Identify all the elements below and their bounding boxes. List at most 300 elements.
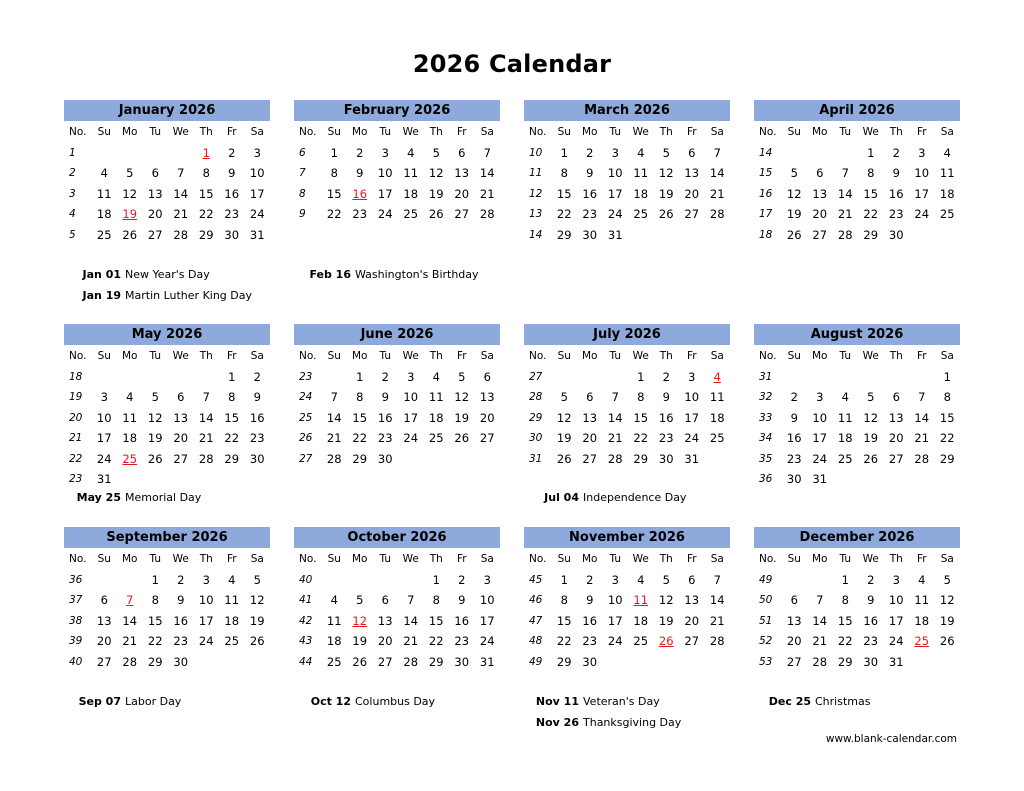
day-cell: 27 [684, 634, 700, 649]
week-number-header: No. [759, 553, 777, 566]
week-row [754, 652, 960, 673]
day-cell: 13 [812, 186, 828, 201]
week-row [294, 163, 500, 184]
day-cell: 9 [253, 390, 261, 405]
day-cell: 19 [658, 186, 674, 201]
day-cell: 24 [198, 634, 214, 649]
day-cell: 31 [812, 472, 828, 487]
weekday-label: Fr [916, 553, 927, 566]
day-cell: 20 [786, 634, 802, 649]
weekday-label: We [402, 126, 419, 139]
weekday-label: Fr [456, 126, 467, 139]
day-cell: 24 [607, 634, 623, 649]
weekday-label: Su [97, 350, 111, 363]
week-row [524, 652, 730, 673]
day-cell: 26 [786, 227, 802, 242]
day-cell: 17 [607, 613, 623, 628]
day-cell: 20 [173, 431, 189, 446]
week-number: 3 [69, 187, 76, 200]
week-number-header: No. [759, 350, 777, 363]
day-cell: 5 [867, 390, 875, 405]
holiday-day-cell: 19 [122, 207, 138, 222]
day-cell: 4 [432, 369, 440, 384]
day-cell: 15 [326, 186, 342, 201]
day-cell: 16 [863, 613, 879, 628]
day-cell: 16 [454, 613, 470, 628]
week-row [294, 652, 500, 673]
weekday-label: Tu [379, 350, 391, 363]
day-cell: 20 [479, 410, 495, 425]
month-block [294, 324, 500, 469]
holiday-item [531, 488, 751, 509]
day-cell: 2 [458, 572, 466, 587]
day-cell: 5 [943, 572, 951, 587]
day-cell: 2 [253, 369, 261, 384]
day-cell: 6 [688, 145, 696, 160]
day-cell: 25 [837, 451, 853, 466]
weekday-label: Mo [812, 553, 828, 566]
week-row [64, 367, 270, 388]
day-cell: 1 [560, 572, 568, 587]
month-block [524, 324, 730, 469]
week-number: 27 [299, 452, 313, 465]
week-number-header: No. [69, 350, 87, 363]
day-cell: 13 [684, 166, 700, 181]
day-cell: 16 [249, 410, 265, 425]
day-cell: 13 [173, 410, 189, 425]
day-cell: 17 [249, 186, 265, 201]
day-cell: 24 [914, 207, 930, 222]
week-number: 15 [759, 167, 773, 180]
day-cell: 19 [147, 431, 163, 446]
day-cell: 11 [224, 593, 240, 608]
day-cell: 2 [662, 369, 670, 384]
day-cell: 18 [428, 410, 444, 425]
day-cell: 4 [637, 572, 645, 587]
day-cell: 30 [786, 472, 802, 487]
week-number: 39 [69, 635, 83, 648]
week-row [524, 163, 730, 184]
day-cell: 3 [202, 572, 210, 587]
weekday-label: Mo [812, 126, 828, 139]
holiday-list [531, 692, 751, 733]
week-number: 48 [529, 635, 543, 648]
weekday-label: Th [199, 350, 213, 363]
day-cell: 22 [352, 431, 368, 446]
month-block [524, 100, 730, 245]
day-cell: 26 [863, 451, 879, 466]
weekday-header-row [524, 122, 730, 143]
week-number: 28 [529, 391, 543, 404]
weekday-label: Tu [149, 553, 161, 566]
day-cell: 6 [892, 390, 900, 405]
day-cell: 18 [633, 186, 649, 201]
day-cell: 12 [122, 186, 138, 201]
weekday-label: Mo [122, 350, 138, 363]
day-cell: 11 [96, 186, 112, 201]
month-block [754, 100, 960, 245]
day-cell: 6 [790, 593, 798, 608]
day-cell: 25 [633, 207, 649, 222]
day-cell: 18 [709, 410, 725, 425]
day-cell: 19 [658, 613, 674, 628]
holiday-item [303, 692, 523, 713]
month-header: February 2026 [294, 100, 500, 121]
week-number: 26 [299, 432, 313, 445]
day-cell: 24 [812, 451, 828, 466]
weekday-label: Th [429, 553, 443, 566]
day-cell: 28 [403, 654, 419, 669]
weekday-label: Tu [609, 553, 621, 566]
day-cell: 16 [786, 431, 802, 446]
day-cell: 11 [709, 390, 725, 405]
day-cell: 14 [173, 186, 189, 201]
weekday-label: We [402, 553, 419, 566]
holiday-name: Thanksgiving Day [583, 715, 682, 729]
day-cell: 2 [586, 145, 594, 160]
day-cell: 21 [709, 613, 725, 628]
week-number: 47 [529, 614, 543, 627]
week-number: 24 [299, 391, 313, 404]
weekday-label: Sa [250, 126, 264, 139]
weekday-label: Th [199, 126, 213, 139]
day-cell: 5 [151, 390, 159, 405]
weekday-label: We [632, 553, 649, 566]
day-cell: 19 [454, 410, 470, 425]
week-row [294, 590, 500, 611]
holiday-name: Columbus Day [355, 695, 436, 708]
weekday-label: Tu [609, 126, 621, 139]
holiday-item [303, 265, 523, 286]
day-cell: 6 [816, 166, 824, 181]
holiday-list [73, 488, 293, 509]
day-cell: 4 [330, 593, 338, 608]
holiday-day-cell: 26 [658, 634, 674, 649]
day-cell: 14 [709, 166, 725, 181]
weekday-header-row [294, 122, 500, 143]
month-header: April 2026 [754, 100, 960, 121]
day-cell: 19 [786, 207, 802, 222]
day-cell: 15 [939, 410, 955, 425]
day-cell: 20 [147, 207, 163, 222]
day-cell: 16 [173, 613, 189, 628]
day-cell: 12 [658, 593, 674, 608]
day-cell: 27 [479, 431, 495, 446]
day-cell: 23 [582, 207, 598, 222]
week-row [524, 204, 730, 225]
week-row [294, 408, 500, 429]
week-row [754, 428, 960, 449]
day-cell: 18 [939, 186, 955, 201]
day-cell: 14 [326, 410, 342, 425]
day-cell: 1 [330, 145, 338, 160]
weekday-label: Tu [149, 126, 161, 139]
week-row [754, 611, 960, 632]
month-block [64, 527, 270, 672]
weekday-label: Tu [839, 350, 851, 363]
day-cell: 13 [786, 613, 802, 628]
day-cell: 27 [96, 654, 112, 669]
month-header: September 2026 [64, 527, 270, 548]
day-cell: 22 [198, 207, 214, 222]
week-number: 33 [759, 411, 773, 424]
weekday-label: Tu [609, 350, 621, 363]
week-row [64, 408, 270, 429]
day-cell: 14 [403, 613, 419, 628]
day-cell: 7 [841, 166, 849, 181]
day-cell: 10 [249, 166, 265, 181]
weekday-label: Th [429, 350, 443, 363]
week-row [64, 590, 270, 611]
weekday-label: Su [97, 553, 111, 566]
day-cell: 30 [377, 451, 393, 466]
weekday-label: Tu [379, 126, 391, 139]
week-number: 43 [299, 635, 313, 648]
holiday-item [73, 265, 293, 286]
week-row [294, 204, 500, 225]
week-row [754, 387, 960, 408]
day-cell: 5 [662, 145, 670, 160]
weekday-label: Fr [226, 553, 237, 566]
holiday-name: Martin Luther King Day [125, 288, 253, 302]
week-number: 40 [299, 573, 313, 586]
holiday-date: Sep 07 [78, 695, 121, 708]
day-cell: 10 [377, 166, 393, 181]
holiday-day-cell: 4 [713, 369, 721, 384]
day-cell: 9 [381, 390, 389, 405]
day-cell: 18 [633, 613, 649, 628]
month-header: May 2026 [64, 324, 270, 345]
holiday-name: Veteran's Day [583, 695, 660, 708]
month-header: June 2026 [294, 324, 500, 345]
week-number-header: No. [69, 126, 87, 139]
week-row [524, 611, 730, 632]
weekday-label: Th [659, 126, 673, 139]
day-cell: 11 [122, 410, 138, 425]
weekday-label: Fr [226, 126, 237, 139]
day-cell: 28 [479, 207, 495, 222]
holiday-item [73, 692, 293, 713]
day-cell: 19 [939, 613, 955, 628]
day-cell: 2 [892, 145, 900, 160]
day-cell: 22 [939, 431, 955, 446]
weekday-label: Th [889, 553, 903, 566]
day-cell: 8 [637, 390, 645, 405]
day-cell: 31 [479, 654, 495, 669]
week-number: 21 [69, 432, 83, 445]
day-cell: 2 [586, 572, 594, 587]
day-cell: 24 [249, 207, 265, 222]
day-cell: 15 [863, 186, 879, 201]
day-cell: 26 [454, 431, 470, 446]
day-cell: 27 [147, 227, 163, 242]
day-cell: 27 [812, 227, 828, 242]
day-cell: 6 [688, 572, 696, 587]
day-cell: 16 [582, 186, 598, 201]
weekday-header-row [64, 549, 270, 570]
day-cell: 1 [841, 572, 849, 587]
weekday-header-row [754, 346, 960, 367]
weekday-label: Mo [582, 126, 598, 139]
weekday-label: We [172, 350, 189, 363]
weekday-label: Su [557, 553, 571, 566]
day-cell: 27 [684, 207, 700, 222]
weekday-label: Sa [710, 126, 724, 139]
week-number: 35 [759, 452, 773, 465]
week-row [524, 590, 730, 611]
day-cell: 20 [454, 186, 470, 201]
day-cell: 21 [914, 431, 930, 446]
footer-url[interactable]: www.blank-calendar.com [825, 733, 957, 745]
day-cell: 2 [381, 369, 389, 384]
day-cell: 29 [198, 227, 214, 242]
day-cell: 23 [249, 431, 265, 446]
holiday-date: Nov 11 [535, 695, 579, 708]
day-cell: 26 [147, 451, 163, 466]
day-cell: 28 [709, 207, 725, 222]
week-number: 40 [69, 655, 83, 668]
week-number: 23 [299, 370, 313, 383]
week-number: 16 [759, 187, 773, 200]
week-number: 44 [299, 655, 313, 668]
day-cell: 14 [812, 613, 828, 628]
weekday-label: Th [659, 350, 673, 363]
month-block [754, 324, 960, 490]
day-cell: 22 [224, 431, 240, 446]
day-cell: 13 [888, 410, 904, 425]
day-cell: 16 [377, 410, 393, 425]
day-cell: 9 [892, 166, 900, 181]
day-cell: 3 [611, 145, 619, 160]
day-cell: 17 [684, 410, 700, 425]
day-cell: 28 [326, 451, 342, 466]
week-row [64, 143, 270, 164]
month-block [524, 527, 730, 672]
day-cell: 10 [607, 593, 623, 608]
day-cell: 29 [837, 654, 853, 669]
week-number: 53 [759, 655, 773, 668]
week-row [294, 143, 500, 164]
day-cell: 12 [863, 410, 879, 425]
week-row [64, 652, 270, 673]
day-cell: 9 [867, 593, 875, 608]
day-cell: 24 [403, 431, 419, 446]
week-number: 9 [299, 208, 306, 221]
day-cell: 1 [560, 145, 568, 160]
day-cell: 23 [888, 207, 904, 222]
day-cell: 29 [147, 654, 163, 669]
week-number: 32 [759, 391, 773, 404]
week-number: 46 [529, 594, 543, 607]
week-row [524, 631, 730, 652]
day-cell: 21 [326, 431, 342, 446]
weekday-label: Tu [839, 553, 851, 566]
day-cell: 24 [607, 207, 623, 222]
holiday-item [531, 713, 751, 734]
day-cell: 14 [122, 613, 138, 628]
week-row [754, 570, 960, 591]
week-row [754, 184, 960, 205]
day-cell: 28 [122, 654, 138, 669]
day-cell: 3 [918, 145, 926, 160]
weekday-header-row [754, 549, 960, 570]
day-cell: 18 [224, 613, 240, 628]
day-cell: 25 [939, 207, 955, 222]
week-number: 42 [299, 614, 313, 627]
day-cell: 20 [377, 634, 393, 649]
day-cell: 9 [662, 390, 670, 405]
week-row [64, 611, 270, 632]
holiday-list [531, 488, 751, 509]
week-row [524, 387, 730, 408]
day-cell: 12 [786, 186, 802, 201]
day-cell: 25 [96, 227, 112, 242]
month-header: January 2026 [64, 100, 270, 121]
week-row [524, 225, 730, 246]
weekday-header-row [64, 122, 270, 143]
week-number: 12 [529, 187, 543, 200]
day-cell: 4 [841, 390, 849, 405]
day-cell: 22 [326, 207, 342, 222]
day-cell: 22 [837, 634, 853, 649]
day-cell: 21 [837, 207, 853, 222]
day-cell: 21 [607, 431, 623, 446]
weekday-label: We [862, 553, 879, 566]
weekday-header-row [754, 122, 960, 143]
day-cell: 2 [867, 572, 875, 587]
day-cell: 2 [356, 145, 364, 160]
day-cell: 22 [428, 634, 444, 649]
day-cell: 2 [790, 390, 798, 405]
weekday-label: Sa [940, 126, 954, 139]
week-number: 38 [69, 614, 83, 627]
day-cell: 13 [147, 186, 163, 201]
weekday-label: Sa [940, 350, 954, 363]
holiday-day-cell: 25 [914, 634, 930, 649]
day-cell: 25 [633, 634, 649, 649]
day-cell: 7 [611, 390, 619, 405]
weekday-label: Th [429, 126, 443, 139]
day-cell: 7 [816, 593, 824, 608]
day-cell: 4 [407, 145, 415, 160]
day-cell: 14 [914, 410, 930, 425]
week-row [754, 631, 960, 652]
week-row [64, 449, 270, 470]
weekday-header-row [524, 549, 730, 570]
week-row [294, 428, 500, 449]
weekday-label: We [172, 126, 189, 139]
week-number: 5 [69, 228, 76, 241]
weekday-label: Th [889, 350, 903, 363]
day-cell: 6 [458, 145, 466, 160]
day-cell: 17 [479, 613, 495, 628]
month-block [294, 527, 500, 672]
day-cell: 18 [403, 186, 419, 201]
holiday-list [73, 265, 293, 306]
day-cell: 2 [177, 572, 185, 587]
day-cell: 7 [330, 390, 338, 405]
day-cell: 10 [96, 410, 112, 425]
day-cell: 17 [96, 431, 112, 446]
weekday-header-row [64, 346, 270, 367]
day-cell: 17 [377, 186, 393, 201]
week-number: 6 [299, 146, 306, 159]
day-cell: 5 [560, 390, 568, 405]
week-number: 37 [69, 594, 83, 607]
day-cell: 10 [607, 166, 623, 181]
day-cell: 7 [713, 572, 721, 587]
day-cell: 30 [454, 654, 470, 669]
